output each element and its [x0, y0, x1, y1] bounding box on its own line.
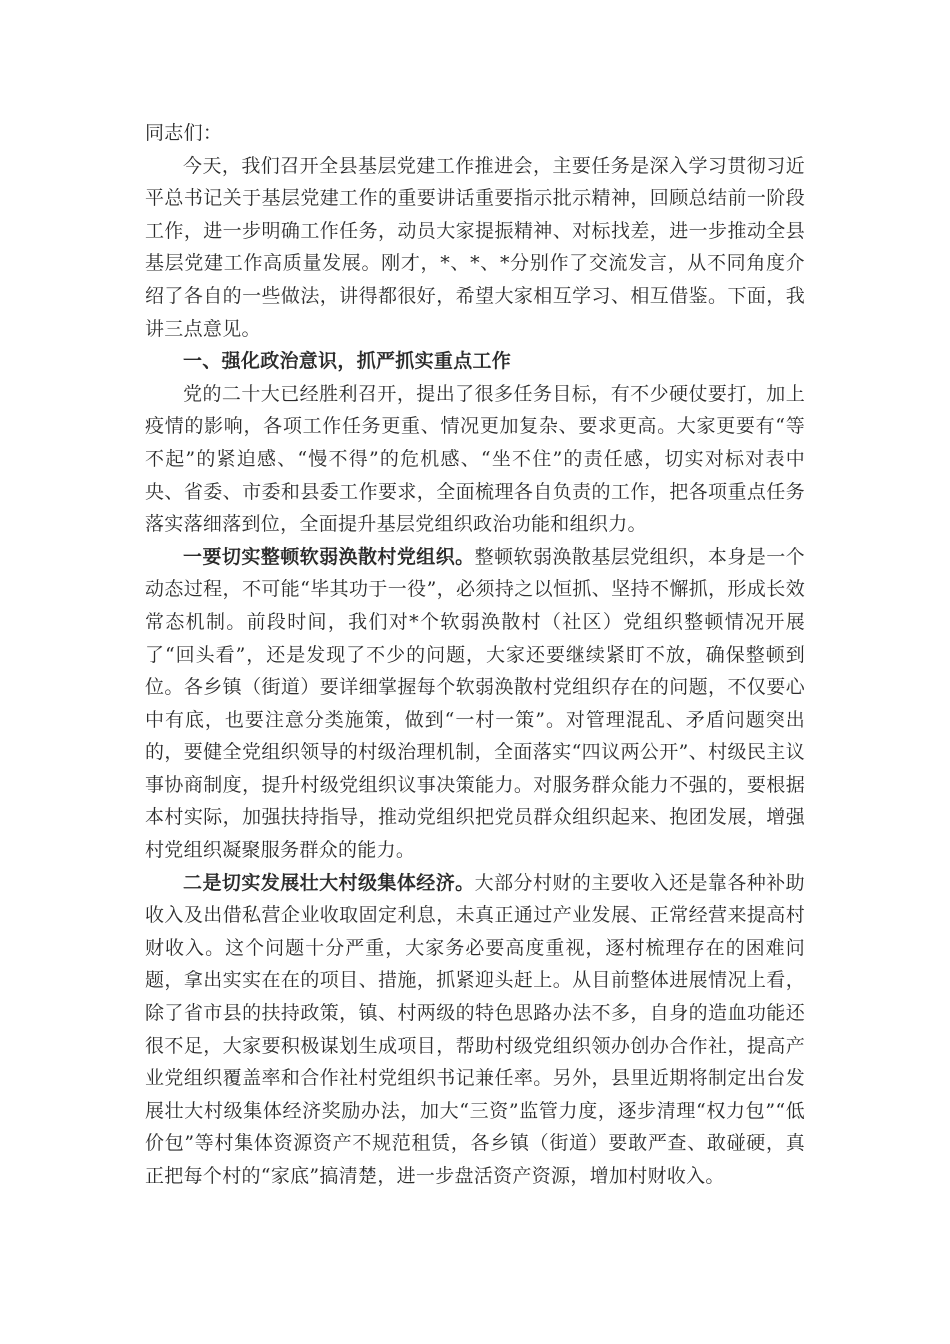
point-1-paragraph: [145, 541, 805, 867]
document-body: [145, 117, 805, 1193]
point-2-lead: 二是切实发展壮大村级集体经济。: [183, 871, 475, 894]
point-1-lead: 一要切实整顿软弱涣散村党组织。: [183, 545, 475, 568]
salutation: 同志们：: [145, 122, 223, 144]
point-2-paragraph: [145, 867, 805, 1193]
point-1-body: 整顿软弱涣散基层党组织，本身是一个动态过程，不可能“毕其功于一役”，必须持之以恒抓、坚持不懈抓，形成长效常态机制。前段时间，我们对*个软弱涣散村（社区）党组织整顿情况开展了“回头看”，还是发现了不少的问题，大家还要继续紧盯不放，确保整顿到位。各乡镇（街道）要详细掌握每个软弱涣散村党组织存在的问题，不仅要心中有底，也要注意分类施策，做到“一村一策”。对管理混乱、矛盾问题突出的，要健全党组织领导的村级治理机制，全面落实“四议两公开”、村级民主议事协商制度，提升村级党组织议事决策能力。对服务群众能力不强的，要根据本村实际，加强扶持指导，推动党组织把党员群众组织起来、抱团发展，增强村党组织凝聚服务群众的能力。: [145, 545, 805, 862]
section-1-heading: 一、强化政治意识，抓严抓实重点工作: [183, 350, 512, 373]
point-2-body: 大部分村财的主要收入还是靠各种补助收入及出借私营企业收取固定利息，未真正通过产业发展、正常经营来提高村财收入。这个问题十分严重，大家务必要高度重视，逐村梳理存在的困难问题，拿出实实在在的项目、措施，抓紧迎头赶上。从目前整体进展情况上看，除了省市县的扶持政策，镇、村两级的特色思路办法不多，自身的造血功能还很不足，大家要积极谋划生成项目，帮助村级党组织领办创办合作社，提高产业党组织覆盖率和合作社村党组织书记兼任率。另外，县里近期将制定出台发展壮大村级集体经济奖励办法，加大“三资”监管力度，逐步清理“权力包”“低价包”等村集体资源资产不规范租赁，各乡镇（街道）要敢严查、敢碰硬，真正把每个村的“家底”搞清楚，进一步盘活资产资源，增加村财收入。: [145, 871, 805, 1187]
section-1-paragraph: 党的二十大已经胜利召开，提出了很多任务目标，有不少硬仗要打，加上疫情的影响，各项工作任务更重、情况更加复杂、要求更高。大家更要有“等不起”的紧迫感、“慢不得”的危机感、“坐不住”的责任感，切实对标对表中央、省委、市委和县委工作要求，全面梳理各自负责的工作，把各项重点任务落实落细落到位，全面提升基层党组织政治功能和组织力。: [145, 382, 805, 536]
intro-paragraph: 今天，我们召开全县基层党建工作推进会，主要任务是深入学习贯彻习近平总书记关于基层党建工作的重要讲话重要指示批示精神，回顾总结前一阶段工作，进一步明确工作任务，动员大家提振精神、对标找差，进一步推动全县基层党建工作高质量发展。刚才，*、*、*分别作了交流发言，从不同角度介绍了各自的一些做法，讲得都很好，希望大家相互学习、相互借鉴。下面，我讲三点意见。: [145, 154, 805, 340]
